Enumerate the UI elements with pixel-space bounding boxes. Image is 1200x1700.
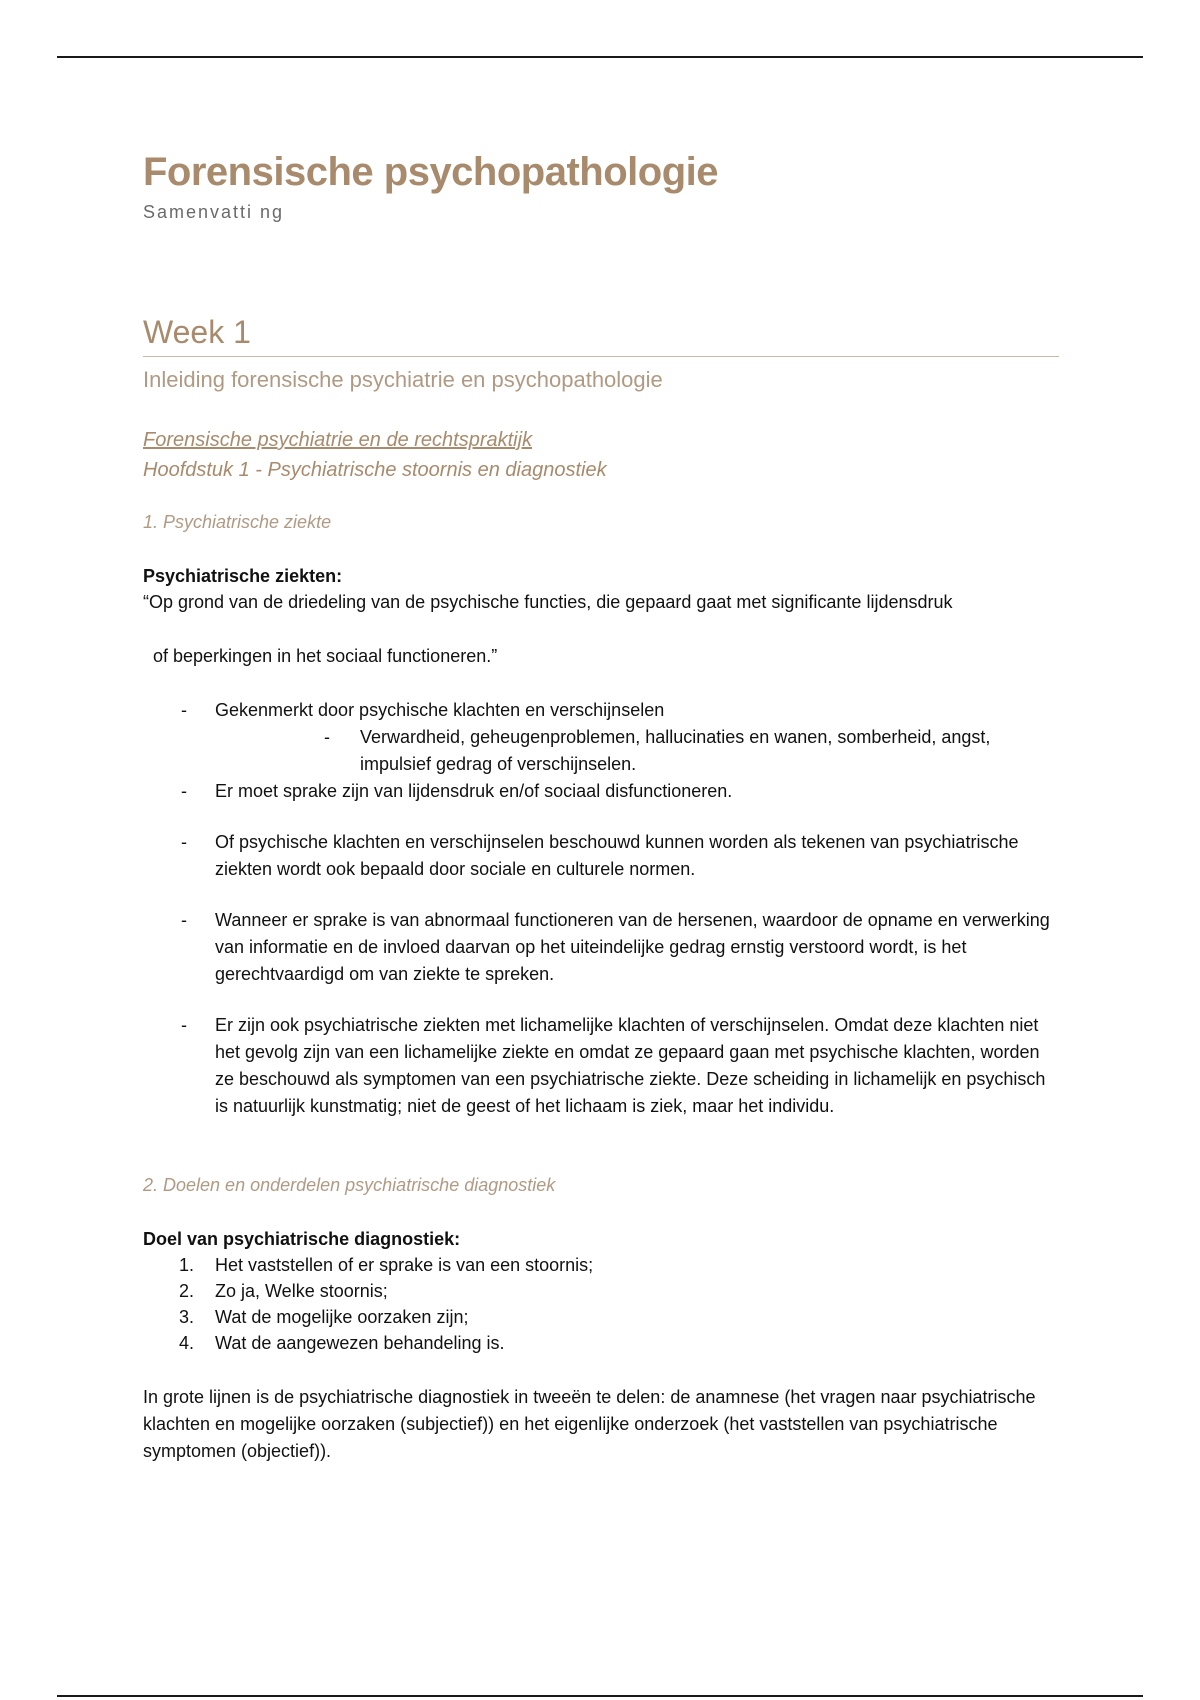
list-item-text: Wat de mogelijke oorzaken zijn; [215,1307,469,1327]
bullet-dash: - [181,832,187,852]
list-number: 4. [179,1333,195,1353]
list-item-text: Zo ja, Welke stoornis; [215,1281,388,1301]
list-number: 2. [179,1281,195,1301]
list-item [143,778,1059,805]
list-item-text: Het vaststellen of er sprake is van een stoornis; [215,1255,594,1275]
bullet-dash: - [324,727,330,747]
section-2-paragraph: In grote lijnen is de psychiatrische diagnostiek in tweeën te delen: de anamnese (het vragen naar psychiatrische klachten en mogelijke oorzaken (subjectief)) en het eigenlijke onderzoek (het vaststellen van psychiatrische symptomen (objectief)). [143,1387,1036,1461]
list-item [143,1278,1059,1304]
bullet-dash: - [181,1015,187,1035]
bullet-dash: - [181,700,187,720]
section-2-term: Doel van psychiatrische diagnostiek: [143,1229,461,1249]
sub-list-item [143,724,1059,778]
section-1-term: Psychiatrische ziekten: [143,566,343,586]
list-item-text: Wat de aangewezen behandeling is. [215,1333,505,1353]
list-item [143,1012,1059,1120]
definition-quote-line-2: of beperkingen in het sociaal functioneren.” [153,646,498,666]
list-item [143,907,1059,988]
list-item [143,1252,1059,1278]
list-item-text: Er zijn ook psychiatrische ziekten met lichamelijke klachten of verschijnselen. Omdat deze klachten niet het gevolg zijn van een lichamelijke ziekte en omdat ze gepaard gaan met psychische klachten, worden ze beschouwd als symptomen van een psychiatrische ziekte. Deze scheiding in lichamelijk en psychisch is natuurlijk kunstmatig; niet de geest of het lichaam is ziek, maar het individu. [215,1015,1046,1116]
list-number: 1. [179,1255,195,1275]
list-item-text: Gekenmerkt door psychische klachten en verschijnselen [215,700,665,720]
list-item-text: Er moet sprake zijn van lijdensdruk en/of sociaal disfunctioneren. [215,781,733,801]
list-item-text: Wanneer er sprake is van abnormaal functioneren van de hersenen, waardoor de opname en verwerking van informatie en de invloed daarvan op het uiteindelijke gedrag ernstig verstoord wordt, is het gerechtvaardigd om van ziekte te spreken. [215,910,1050,984]
list-number: 3. [179,1307,195,1327]
chapter-title: Hoofdstuk 1 - Psychiatrische stoornis en diagnostiek [143,459,607,481]
book-title: Forensische psychiatrie en de rechtspraktijk [143,429,533,451]
section-2-title: 2. Doelen en onderdelen psychiatrische diagnostiek [143,1175,556,1195]
week-subheading: Inleiding forensische psychiatrie en psychopathologie [143,367,663,392]
sub-list-item-text: Verwardheid, geheugenproblemen, hallucinaties en wanen, somberheid, angst, impulsief gedrag of verschijnselen. [360,727,991,774]
document-content [143,144,1059,1483]
bullet-dash: - [181,910,187,930]
list-item [143,829,1059,883]
bullet-dash: - [181,781,187,801]
section-1-title: 1. Psychiatrische ziekte [143,512,332,532]
document-subtitle: Samenvatti ng [143,202,285,222]
list-item [143,697,1059,778]
list-item-text: Of psychische klachten en verschijnselen beschouwd kunnen worden als tekenen van psychiatrische ziekten wordt ook bepaald door sociale en culturele normen. [215,832,1019,879]
page-bottom-rule [57,1695,1143,1697]
definition-quote-line-1: “Op grond van de driedeling van de psychische functies, die gepaard gaat met significante lijdensdruk [143,592,953,612]
section-2-numbered-list [143,1252,1059,1356]
page-top-rule [57,56,1143,58]
list-item [143,1330,1059,1356]
section-1-bullet-list [143,697,1059,1120]
list-item [143,1304,1059,1330]
document-title: Forensische psychopathologie [143,150,719,194]
week-heading: Week 1 [143,310,1059,357]
